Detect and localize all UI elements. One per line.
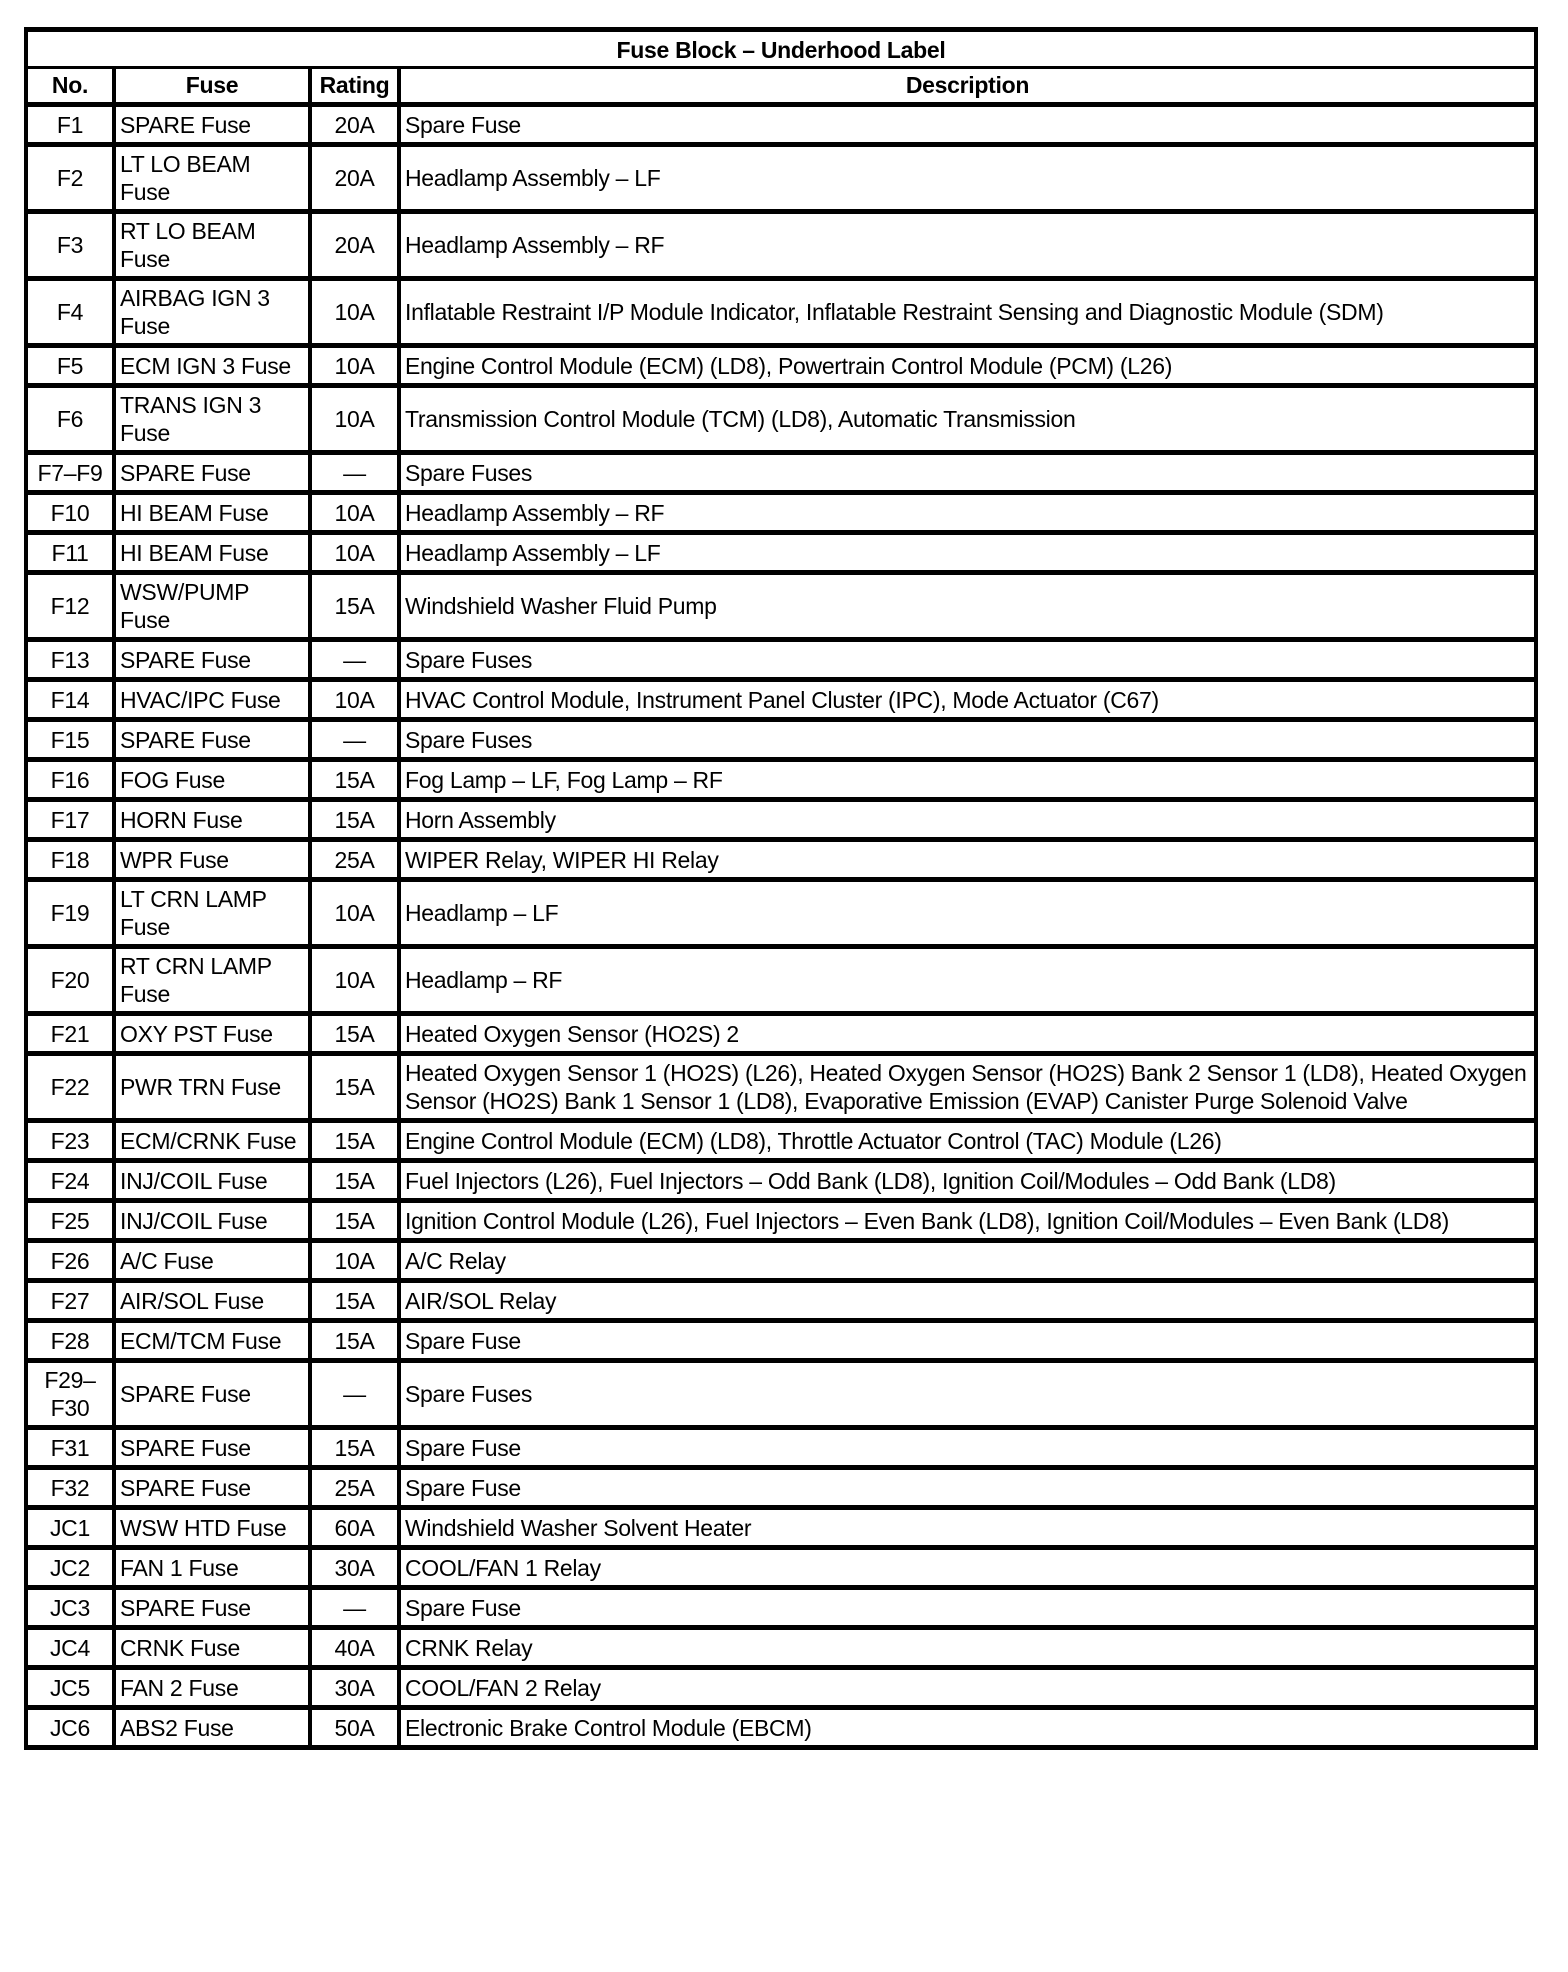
fuse-number: JC4 — [26, 1628, 114, 1668]
fuse-rating: — — [310, 1588, 399, 1628]
table-row — [26, 145, 1536, 212]
fuse-rating: — — [310, 720, 399, 760]
fuse-number: F14 — [26, 680, 114, 720]
table-title: Fuse Block – Underhood Label — [26, 30, 1536, 68]
fuse-description: Spare Fuses — [399, 1361, 1536, 1428]
fuse-name: HVAC/IPC Fuse — [114, 680, 310, 720]
fuse-description: COOL/FAN 1 Relay — [399, 1548, 1536, 1588]
fuse-name: AIR/SOL Fuse — [114, 1281, 310, 1321]
table-row — [26, 880, 1536, 947]
fuse-number: F27 — [26, 1281, 114, 1321]
fuse-name: TRANS IGN 3 Fuse — [114, 386, 310, 453]
fuse-name: LT CRN LAMP Fuse — [114, 880, 310, 947]
fuse-rating: 30A — [310, 1668, 399, 1708]
table-row — [26, 212, 1536, 279]
fuse-name: HI BEAM Fuse — [114, 493, 310, 533]
fuse-description: Transmission Control Module (TCM) (LD8), Automatic Transmission — [399, 386, 1536, 453]
fuse-number: F2 — [26, 145, 114, 212]
table-row — [26, 386, 1536, 453]
fuse-name: ABS2 Fuse — [114, 1708, 310, 1748]
fuse-name: SPARE Fuse — [114, 453, 310, 493]
table-row — [26, 1121, 1536, 1161]
table-row — [26, 1241, 1536, 1281]
fuse-number: F13 — [26, 640, 114, 680]
fuse-description: Electronic Brake Control Module (EBCM) — [399, 1708, 1536, 1748]
fuse-rating: 10A — [310, 880, 399, 947]
fuse-rating: 10A — [310, 947, 399, 1014]
fuse-number: F12 — [26, 573, 114, 640]
table-row — [26, 279, 1536, 346]
table-row — [26, 573, 1536, 640]
fuse-block-table — [24, 27, 1538, 1750]
table-row — [26, 947, 1536, 1014]
fuse-number: F1 — [26, 105, 114, 145]
fuse-number: F11 — [26, 533, 114, 573]
fuse-rating: 10A — [310, 680, 399, 720]
fuse-description: Windshield Washer Solvent Heater — [399, 1508, 1536, 1548]
fuse-name: FAN 1 Fuse — [114, 1548, 310, 1588]
fuse-rating: 15A — [310, 1281, 399, 1321]
table-row — [26, 1201, 1536, 1241]
fuse-rating: 15A — [310, 760, 399, 800]
fuse-description: Spare Fuses — [399, 640, 1536, 680]
fuse-number: F3 — [26, 212, 114, 279]
fuse-number: F23 — [26, 1121, 114, 1161]
fuse-name: ECM/CRNK Fuse — [114, 1121, 310, 1161]
fuse-description: Spare Fuse — [399, 1468, 1536, 1508]
table-row — [26, 720, 1536, 760]
fuse-rating: 10A — [310, 346, 399, 386]
fuse-name: WSW HTD Fuse — [114, 1508, 310, 1548]
fuse-description: Headlamp – RF — [399, 947, 1536, 1014]
fuse-number: F21 — [26, 1014, 114, 1054]
fuse-rating: 50A — [310, 1708, 399, 1748]
table-row — [26, 1508, 1536, 1548]
fuse-number: F19 — [26, 880, 114, 947]
table-row — [26, 453, 1536, 493]
fuse-name: SPARE Fuse — [114, 1361, 310, 1428]
fuse-number: JC1 — [26, 1508, 114, 1548]
fuse-name: RT LO BEAM Fuse — [114, 212, 310, 279]
fuse-number: F31 — [26, 1428, 114, 1468]
fuse-name: HORN Fuse — [114, 800, 310, 840]
table-row — [26, 840, 1536, 880]
fuse-rating: 25A — [310, 1468, 399, 1508]
table-row — [26, 1321, 1536, 1361]
fuse-description: AIR/SOL Relay — [399, 1281, 1536, 1321]
fuse-name: ECM IGN 3 Fuse — [114, 346, 310, 386]
fuse-rating: 15A — [310, 1014, 399, 1054]
fuse-description: Fuel Injectors (L26), Fuel Injectors – Odd Bank (LD8), Ignition Coil/Modules – Odd Bank (LD8) — [399, 1161, 1536, 1201]
fuse-description: Engine Control Module (ECM) (LD8), Powertrain Control Module (PCM) (L26) — [399, 346, 1536, 386]
fuse-rating: 15A — [310, 573, 399, 640]
table-row — [26, 1548, 1536, 1588]
table-row — [26, 1161, 1536, 1201]
fuse-rating: — — [310, 640, 399, 680]
fuse-description: CRNK Relay — [399, 1628, 1536, 1668]
fuse-name: RT CRN LAMP Fuse — [114, 947, 310, 1014]
fuse-description: Spare Fuses — [399, 720, 1536, 760]
fuse-name: SPARE Fuse — [114, 1588, 310, 1628]
column-header-fuse: Fuse — [114, 68, 310, 105]
fuse-description: Horn Assembly — [399, 800, 1536, 840]
fuse-number: F17 — [26, 800, 114, 840]
fuse-description: COOL/FAN 2 Relay — [399, 1668, 1536, 1708]
fuse-number: JC6 — [26, 1708, 114, 1748]
fuse-rating: — — [310, 1361, 399, 1428]
fuse-description: HVAC Control Module, Instrument Panel Cluster (IPC), Mode Actuator (C67) — [399, 680, 1536, 720]
table-row — [26, 1054, 1536, 1121]
fuse-description: Windshield Washer Fluid Pump — [399, 573, 1536, 640]
fuse-description: Headlamp – LF — [399, 880, 1536, 947]
fuse-description: Engine Control Module (ECM) (LD8), Throttle Actuator Control (TAC) Module (L26) — [399, 1121, 1536, 1161]
fuse-number: F29–F30 — [26, 1361, 114, 1428]
fuse-description: Spare Fuse — [399, 105, 1536, 145]
fuse-number: JC3 — [26, 1588, 114, 1628]
fuse-description: A/C Relay — [399, 1241, 1536, 1281]
fuse-rating: 15A — [310, 1321, 399, 1361]
fuse-description: Spare Fuse — [399, 1321, 1536, 1361]
fuse-description: Headlamp Assembly – LF — [399, 145, 1536, 212]
column-header-rating: Rating — [310, 68, 399, 105]
fuse-name: SPARE Fuse — [114, 105, 310, 145]
table-row — [26, 640, 1536, 680]
fuse-description: Ignition Control Module (L26), Fuel Injectors – Even Bank (LD8), Ignition Coil/Modules – Even Bank (LD8) — [399, 1201, 1536, 1241]
fuse-name: ECM/TCM Fuse — [114, 1321, 310, 1361]
fuse-name: PWR TRN Fuse — [114, 1054, 310, 1121]
fuse-rating: 15A — [310, 1201, 399, 1241]
fuse-name: A/C Fuse — [114, 1241, 310, 1281]
fuse-number: F5 — [26, 346, 114, 386]
table-header-row — [26, 68, 1536, 105]
fuse-description: Headlamp Assembly – RF — [399, 493, 1536, 533]
fuse-description: Heated Oxygen Sensor (HO2S) 2 — [399, 1014, 1536, 1054]
fuse-rating: 15A — [310, 1054, 399, 1121]
fuse-number: F16 — [26, 760, 114, 800]
fuse-name: WPR Fuse — [114, 840, 310, 880]
table-title-row — [26, 30, 1536, 68]
fuse-number: F32 — [26, 1468, 114, 1508]
table-row — [26, 1668, 1536, 1708]
fuse-number: F22 — [26, 1054, 114, 1121]
fuse-name: SPARE Fuse — [114, 1428, 310, 1468]
table-row — [26, 1361, 1536, 1428]
table-row — [26, 1468, 1536, 1508]
fuse-description: Heated Oxygen Sensor 1 (HO2S) (L26), Heated Oxygen Sensor (HO2S) Bank 2 Sensor 1 (LD8), Heated Oxygen Sensor (HO2S) Bank 1 Sensor 1 (LD8), Evaporative Emission (EVAP) Canister Purge Solenoid Valve — [399, 1054, 1536, 1121]
fuse-name: INJ/COIL Fuse — [114, 1201, 310, 1241]
fuse-rating: 10A — [310, 386, 399, 453]
table-body — [26, 105, 1536, 1748]
table-row — [26, 346, 1536, 386]
fuse-number: F20 — [26, 947, 114, 1014]
table-row — [26, 493, 1536, 533]
fuse-description: Inflatable Restraint I/P Module Indicator, Inflatable Restraint Sensing and Diagnostic Module (SDM) — [399, 279, 1536, 346]
fuse-rating: 15A — [310, 1428, 399, 1468]
fuse-description: Spare Fuse — [399, 1588, 1536, 1628]
fuse-rating: 30A — [310, 1548, 399, 1588]
table-row — [26, 105, 1536, 145]
fuse-number: F7–F9 — [26, 453, 114, 493]
table-row — [26, 800, 1536, 840]
fuse-rating: 20A — [310, 145, 399, 212]
fuse-name: SPARE Fuse — [114, 640, 310, 680]
fuse-number: F25 — [26, 1201, 114, 1241]
fuse-rating: 15A — [310, 800, 399, 840]
fuse-name: WSW/PUMP Fuse — [114, 573, 310, 640]
table-row — [26, 1281, 1536, 1321]
fuse-name: FOG Fuse — [114, 760, 310, 800]
fuse-rating: 10A — [310, 279, 399, 346]
fuse-name: SPARE Fuse — [114, 1468, 310, 1508]
fuse-description: Spare Fuses — [399, 453, 1536, 493]
fuse-number: F4 — [26, 279, 114, 346]
fuse-description: Headlamp Assembly – RF — [399, 212, 1536, 279]
fuse-number: F24 — [26, 1161, 114, 1201]
fuse-rating: 40A — [310, 1628, 399, 1668]
table-row — [26, 533, 1536, 573]
fuse-number: F6 — [26, 386, 114, 453]
column-header-no: No. — [26, 68, 114, 105]
fuse-description: Headlamp Assembly – LF — [399, 533, 1536, 573]
fuse-rating: 10A — [310, 533, 399, 573]
fuse-number: JC5 — [26, 1668, 114, 1708]
fuse-rating: 20A — [310, 212, 399, 279]
fuse-number: F18 — [26, 840, 114, 880]
fuse-rating: 60A — [310, 1508, 399, 1548]
table-row — [26, 680, 1536, 720]
fuse-description: Spare Fuse — [399, 1428, 1536, 1468]
fuse-number: F28 — [26, 1321, 114, 1361]
fuse-name: INJ/COIL Fuse — [114, 1161, 310, 1201]
fuse-name: FAN 2 Fuse — [114, 1668, 310, 1708]
fuse-rating: — — [310, 453, 399, 493]
fuse-number: F10 — [26, 493, 114, 533]
fuse-name: CRNK Fuse — [114, 1628, 310, 1668]
fuse-number: JC2 — [26, 1548, 114, 1588]
fuse-description: Fog Lamp – LF, Fog Lamp – RF — [399, 760, 1536, 800]
table-row — [26, 1428, 1536, 1468]
fuse-rating: 15A — [310, 1121, 399, 1161]
table-row — [26, 760, 1536, 800]
fuse-name: OXY PST Fuse — [114, 1014, 310, 1054]
table-row — [26, 1628, 1536, 1668]
fuse-description: WIPER Relay, WIPER HI Relay — [399, 840, 1536, 880]
fuse-number: F15 — [26, 720, 114, 760]
fuse-rating: 15A — [310, 1161, 399, 1201]
fuse-name: AIRBAG IGN 3 Fuse — [114, 279, 310, 346]
fuse-rating: 20A — [310, 105, 399, 145]
table-row — [26, 1588, 1536, 1628]
table-row — [26, 1708, 1536, 1748]
column-header-description: Description — [399, 68, 1536, 105]
fuse-name: SPARE Fuse — [114, 720, 310, 760]
fuse-rating: 10A — [310, 1241, 399, 1281]
fuse-rating: 10A — [310, 493, 399, 533]
fuse-name: HI BEAM Fuse — [114, 533, 310, 573]
table-row — [26, 1014, 1536, 1054]
fuse-rating: 25A — [310, 840, 399, 880]
fuse-name: LT LO BEAM Fuse — [114, 145, 310, 212]
fuse-number: F26 — [26, 1241, 114, 1281]
